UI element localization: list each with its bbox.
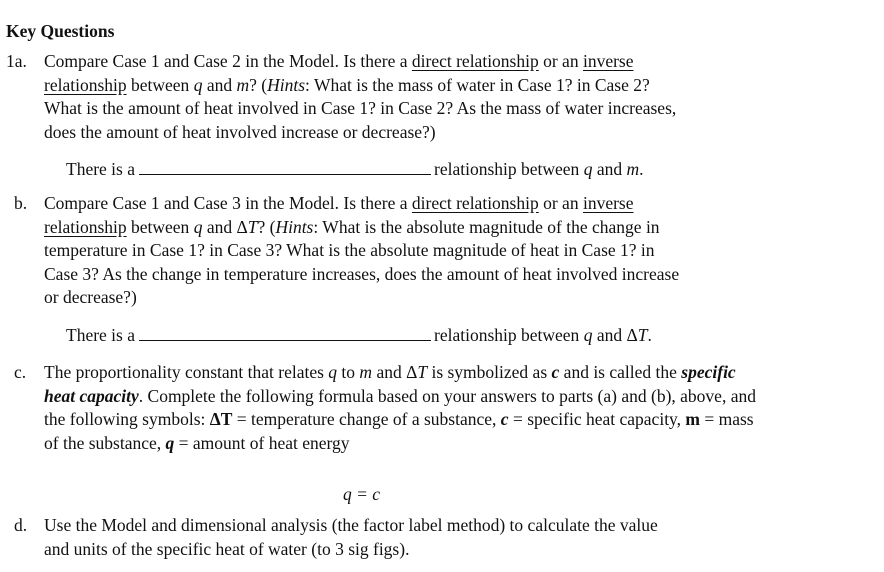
question-label: d. bbox=[14, 515, 28, 535]
text-segment: of the substance, bbox=[44, 432, 166, 453]
text-segment: and bbox=[592, 159, 627, 179]
symbol-delta-t: ΔT bbox=[209, 409, 233, 429]
text-line: Case 3? As the change in temperature increases, does the amount of heat involved increase bbox=[44, 263, 680, 284]
text-segment: ? ( bbox=[257, 216, 276, 237]
symbol-c: c bbox=[500, 409, 509, 429]
text-line: does the amount of heat involved increase or decrease?) bbox=[44, 121, 436, 142]
answer-row-1a bbox=[66, 158, 643, 182]
question-label: c. bbox=[14, 362, 27, 382]
symbol-q: q bbox=[165, 432, 175, 453]
text-segment: The proportionality constant that relates bbox=[44, 362, 329, 382]
underlined-term: inverse bbox=[582, 193, 634, 213]
question-text bbox=[44, 514, 864, 561]
variable-c: c bbox=[551, 362, 560, 382]
variable-t: T bbox=[637, 325, 648, 345]
hint-label: Hints bbox=[275, 216, 314, 237]
variable-q: q bbox=[328, 362, 338, 382]
answer-suffix: relationship between bbox=[434, 325, 584, 345]
text-segment: is symbolized as bbox=[427, 362, 552, 382]
text-line: temperature in Case 1? in Case 3? What is the absolute magnitude of heat in Case 1? in bbox=[44, 240, 655, 260]
formula: q = c bbox=[343, 484, 381, 504]
text-segment: . bbox=[639, 159, 644, 179]
text-segment: . bbox=[647, 325, 652, 345]
text-segment: ? ( bbox=[249, 74, 268, 95]
text-line: or decrease?) bbox=[44, 287, 137, 307]
text-segment: = amount of heat energy bbox=[174, 432, 350, 453]
answer-row-1b bbox=[66, 324, 652, 348]
text-line: Use the Model and dimensional analysis (the factor label method) to calculate the value bbox=[44, 515, 658, 535]
variable-q: q bbox=[193, 74, 203, 95]
variable-q: q bbox=[193, 216, 203, 237]
underlined-term: relationship bbox=[44, 74, 127, 95]
text-segment: to bbox=[337, 362, 360, 382]
text-segment: Compare Case 1 and Case 3 in the Model. Is there a bbox=[44, 193, 412, 213]
variable-q: q bbox=[583, 159, 593, 179]
text-segment: and Δ bbox=[372, 362, 418, 382]
text-line: and units of the specific heat of water (to 3 sig figs). bbox=[44, 538, 410, 559]
variable-m: m bbox=[359, 362, 373, 382]
hint-label: Hints bbox=[267, 74, 306, 95]
variable-m: m bbox=[236, 74, 250, 95]
text-segment: = temperature change of a substance, bbox=[232, 409, 501, 429]
text-segment: = mass bbox=[700, 409, 754, 429]
text-segment: Compare Case 1 and Case 2 in the Model. Is there a bbox=[44, 51, 412, 71]
answer-prefix: There is a bbox=[66, 159, 135, 179]
text-segment: : What is the mass of water in Case 1? in Case 2? bbox=[305, 74, 650, 95]
underlined-term: direct relationship bbox=[411, 51, 539, 71]
symbol-m: m bbox=[685, 409, 700, 429]
answer-blank[interactable] bbox=[139, 158, 431, 175]
text-segment: . Complete the following formula based on your answers to parts (a) and (b), above, and bbox=[138, 385, 756, 406]
text-line: What is the amount of heat involved in Case 1? in Case 2? As the mass of water increases, bbox=[44, 98, 677, 118]
text-segment: between bbox=[126, 216, 194, 237]
answer-blank[interactable] bbox=[139, 324, 431, 341]
underlined-term: relationship bbox=[44, 216, 127, 237]
question-label: 1a. bbox=[6, 51, 27, 71]
text-segment: and Δ bbox=[592, 325, 638, 345]
text-segment: or an bbox=[538, 51, 583, 71]
answer-prefix: There is a bbox=[66, 325, 135, 345]
text-segment: and is called the bbox=[559, 362, 682, 382]
underlined-term: direct relationship bbox=[411, 193, 539, 213]
text-segment: = specific heat capacity, bbox=[508, 409, 686, 429]
variable-m: m bbox=[626, 159, 640, 179]
question-label: b. bbox=[14, 193, 28, 213]
text-segment: between bbox=[126, 74, 194, 95]
question-text bbox=[44, 50, 864, 144]
text-segment: or an bbox=[538, 193, 583, 213]
underlined-term: inverse bbox=[582, 51, 634, 71]
text-segment: and bbox=[202, 74, 237, 95]
emphasized-term: heat capacity bbox=[44, 385, 139, 406]
question-text bbox=[44, 192, 864, 310]
variable-t: T bbox=[247, 216, 258, 237]
question-text bbox=[44, 361, 864, 455]
variable-t: T bbox=[417, 362, 428, 382]
text-segment: the following symbols: bbox=[44, 409, 210, 429]
variable-q: q bbox=[583, 325, 593, 345]
page-title: Key Questions bbox=[6, 21, 115, 41]
answer-suffix: relationship between bbox=[434, 159, 584, 179]
text-segment: and Δ bbox=[202, 216, 248, 237]
emphasized-term: specific bbox=[681, 362, 736, 382]
text-segment: : What is the absolute magnitude of the change in bbox=[313, 216, 660, 237]
